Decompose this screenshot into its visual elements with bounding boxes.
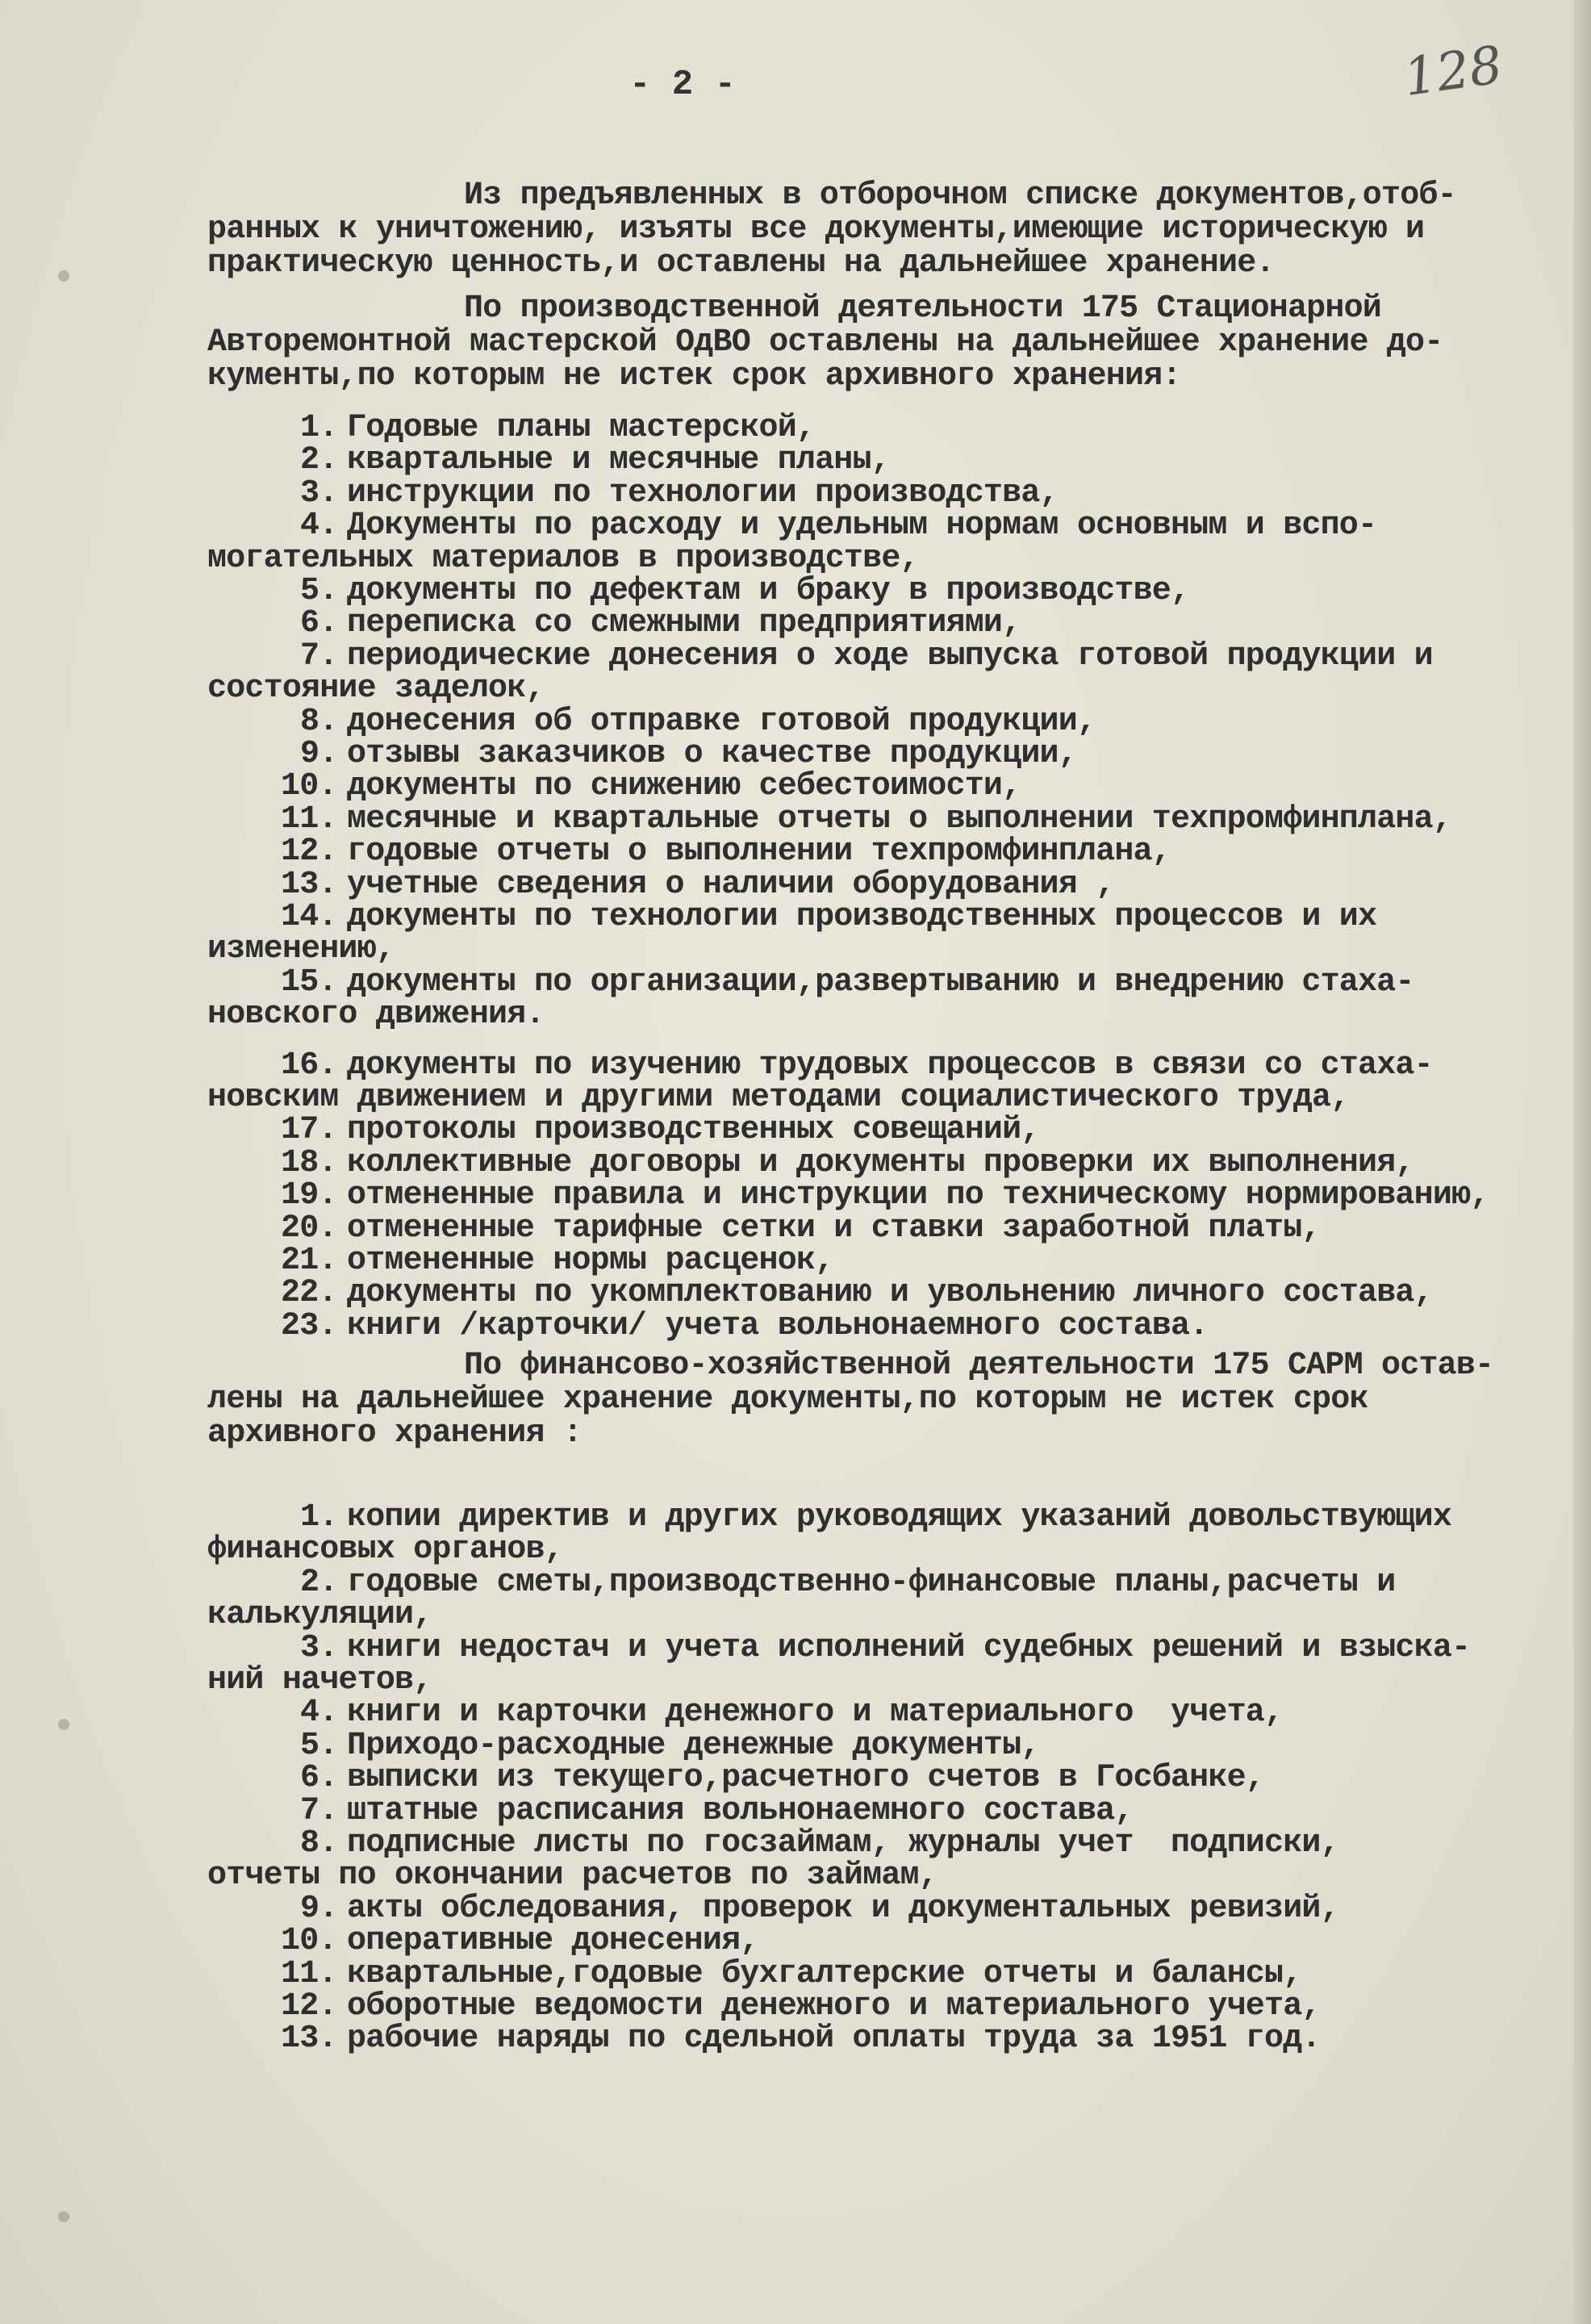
list-item-number: 17. (281, 1112, 337, 1149)
list-item-text: книги недостач и учета исполнений судебных решений и взыска- (347, 1629, 1471, 1666)
list-item-text: отмененные тарифные сетки и ставки заработной платы, (347, 1210, 1321, 1247)
list-item-number: 10. (281, 768, 337, 805)
list-item-text: подписные листы по госзаймам, журналы учет подписки, (347, 1825, 1339, 1862)
list-item-number: 5. (300, 1727, 338, 1764)
list-item-text: выписки из текущего,расчетного счетов в Госбанке, (347, 1760, 1264, 1797)
punch-hole-mark (58, 2211, 69, 2222)
list-item-text: калькуляции, (207, 1597, 432, 1634)
list-item-text: документы по изучению трудовых процессов в связи со стаха- (347, 1047, 1433, 1084)
list-item-text: новского движения. (207, 997, 545, 1034)
list-item-text: ний начетов, (207, 1662, 432, 1699)
list-item-text: рабочие наряды по сдельной оплаты труда за 1951 год. (347, 2021, 1321, 2058)
list-item-number: 12. (281, 834, 337, 871)
list-item-text: акты обследования, проверок и документальных ревизий, (347, 1890, 1339, 1927)
list-item-number: 8. (300, 703, 338, 740)
paragraph-line: По финансово-хозяйственной деятельности 175 САРМ остав- (464, 1348, 1494, 1384)
list-item-number: 11. (281, 800, 337, 838)
paragraph-line: ранных к уничтожению, изъяты все документы,имеющие историческую и (207, 211, 1425, 248)
punch-hole-mark (58, 270, 69, 282)
list-item-number: 23. (281, 1307, 337, 1344)
list-item-number: 5. (300, 573, 338, 609)
list-item-text: штатные расписания вольнонаемного состава, (347, 1792, 1134, 1829)
punch-hole-mark (58, 1719, 69, 1730)
list-item-number: 10. (281, 1923, 337, 1960)
list-item-text: годовые отчеты о выполнении техпромфинплана, (347, 834, 1171, 871)
list-item-number: 7. (300, 1792, 338, 1829)
list-item-number: 20. (281, 1210, 337, 1247)
list-item-number: 18. (281, 1144, 337, 1181)
list-item-number: 9. (300, 1890, 338, 1927)
list-item-number: 3. (300, 1629, 338, 1666)
list-item-text: документы по дефектам и браку в производстве, (347, 573, 1190, 609)
list-item-number: 2. (300, 442, 338, 479)
list-item-text: отмененные правила и инструкции по техническому нормированию, (347, 1177, 1489, 1214)
list-item-text: книги /карточки/ учета вольнонаемного состава. (347, 1307, 1209, 1344)
paragraph-line: архивного хранения : (207, 1415, 583, 1452)
list-item-number: 2. (300, 1564, 338, 1601)
list-item-text: периодические донесения о ходе выпуска готовой продукции и (347, 637, 1433, 675)
list-item-text: новским движением и другими методами социалистического труда, (207, 1080, 1350, 1116)
list-item-text: финансовых органов, (207, 1532, 563, 1569)
list-item-number: 13. (281, 2021, 337, 2058)
list-item-number: 21. (281, 1243, 337, 1279)
list-item-text: отчеты по окончании расчетов по займам, (207, 1858, 937, 1895)
list-item-text: книги и карточки денежного и материального учета, (347, 1695, 1284, 1732)
list-item-text: протоколы производственных совещаний, (347, 1112, 1040, 1149)
paragraph-line: практическую ценность,и оставлены на дальнейшее хранение. (207, 245, 1275, 282)
list-item-number: 9. (300, 736, 338, 772)
list-item-text: Приходо-расходные денежные документы, (347, 1727, 1040, 1764)
list-item-text: Документы по расходу и удельным нормам основным и вспо- (347, 508, 1377, 545)
list-item-number: 19. (281, 1177, 337, 1214)
list-item-text: отзывы заказчиков о качестве продукции, (347, 736, 1077, 772)
list-item-text: инструкции по технологии производства, (347, 474, 1059, 512)
list-item-text: копии директив и других руководящих указаний довольствующих (347, 1499, 1452, 1536)
list-item-text: учетные сведения о наличии оборудования , (347, 866, 1115, 903)
list-item-text: годовые сметы,производственно-финансовые планы,расчеты и (347, 1564, 1396, 1601)
list-item-number: 3. (300, 474, 338, 512)
list-item-number: 1. (300, 1499, 338, 1536)
list-item-text: документы по снижению себестоимости, (347, 768, 1021, 805)
page-edge-shadow (1573, 0, 1591, 2324)
list-item-number: 16. (281, 1047, 337, 1084)
page-number: - 2 - (629, 65, 737, 105)
list-item-text: документы по укомплектованию и увольнению личного состава, (347, 1275, 1433, 1312)
list-item-text: изменению, (207, 931, 395, 968)
list-item-text: документы по технологии производственных процессов и их (347, 899, 1377, 935)
list-item-text: донесения об отправке готовой продукции, (347, 703, 1096, 740)
list-item-number: 4. (300, 1695, 338, 1732)
list-item-number: 12. (281, 1988, 337, 2025)
archive-sheet-number: 128 (1400, 35, 1506, 109)
list-item-number: 13. (281, 866, 337, 903)
paragraph-line: кументы,по которым не истек срок архивного хранения: (207, 358, 1181, 395)
list-item-number: 11. (281, 1955, 337, 1992)
list-item-number: 1. (300, 410, 338, 446)
list-item-text: Годовые планы мастерской, (347, 410, 816, 446)
list-item-text: могательных материалов в производстве, (207, 540, 919, 577)
list-item-number: 8. (300, 1825, 338, 1862)
list-item-number: 6. (300, 1760, 338, 1797)
list-item-text: месячные и квартальные отчеты о выполнении техпромфинплана, (347, 800, 1452, 838)
paragraph-line: лены на дальнейшее хранение документы,по которым не истек срок (207, 1381, 1368, 1418)
list-item-text: отмененные нормы расценок, (347, 1243, 834, 1279)
list-item-text: квартальные и месячные планы, (347, 442, 890, 479)
paragraph-line: По производственной деятельности 175 Стационарной (464, 290, 1381, 327)
list-item-text: оперативные донесения, (347, 1923, 759, 1960)
list-item-text: коллективные договоры и документы проверки их выполнения, (347, 1144, 1414, 1181)
list-item-number: 14. (281, 899, 337, 935)
paragraph-line: Авторемонтной мастерской ОдВО оставлены на дальнейшее хранение до- (207, 324, 1443, 361)
list-item-number: 7. (300, 637, 338, 675)
list-item-text: оборотные ведомости денежного и материального учета, (347, 1988, 1321, 2025)
list-item-number: 22. (281, 1275, 337, 1312)
paragraph-line: Из предъявленных в отборочном списке документов,отоб- (464, 178, 1456, 214)
list-item-number: 6. (300, 605, 338, 642)
list-item-text: состояние заделок, (207, 671, 545, 708)
list-item-text: документы по организации,развертыванию и внедрению стаха- (347, 963, 1414, 1001)
list-item-text: квартальные,годовые бухгалтерские отчеты и балансы, (347, 1955, 1302, 1992)
list-item-text: переписка со смежными предприятиями, (347, 605, 1021, 642)
list-item-number: 15. (281, 963, 337, 1001)
list-item-number: 4. (300, 508, 338, 545)
